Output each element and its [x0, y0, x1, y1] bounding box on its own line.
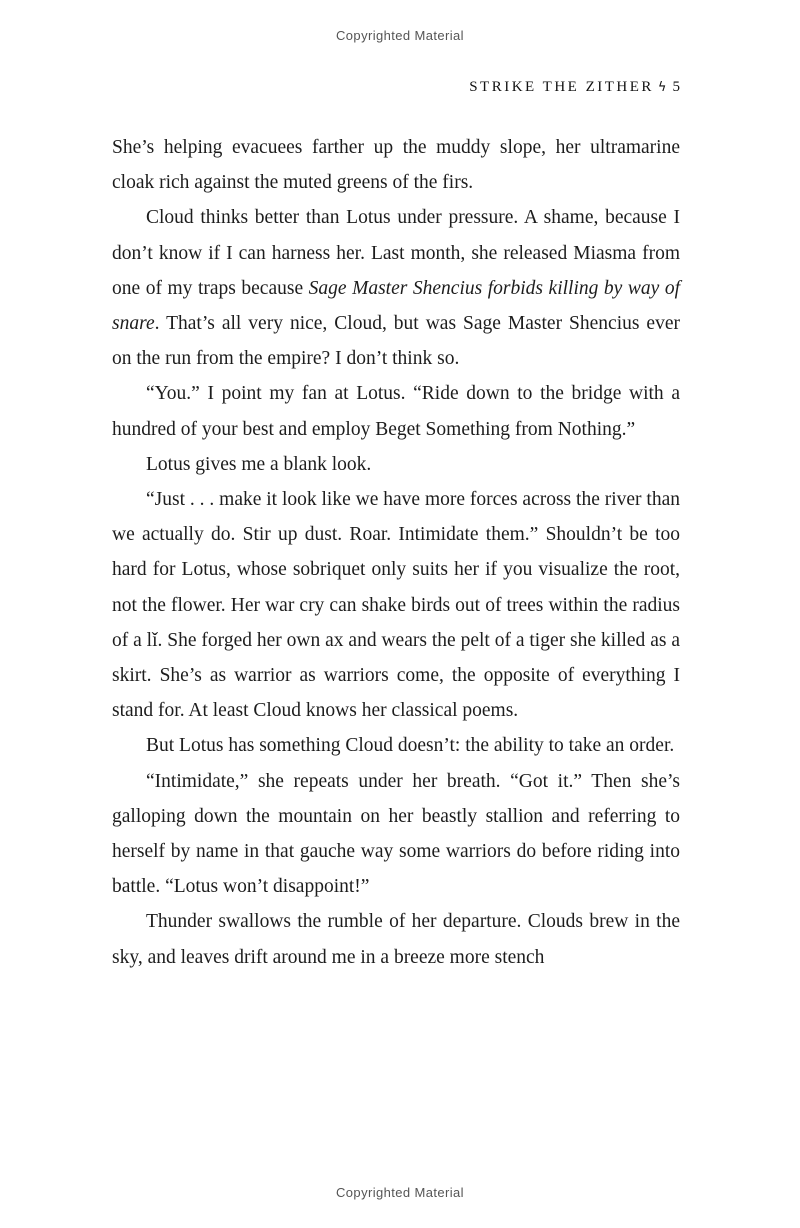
- italic-text-run: Sage Master Shencius forbids killing by way of snare: [112, 277, 680, 335]
- text-run: But Lotus has something Cloud doesn’t: the ability to take an order.: [146, 735, 675, 757]
- text-run: Lotus gives me a blank look.: [146, 453, 372, 475]
- text-run: Cloud thinks better than Lotus under pressure. A shame, because I don’t know if I can harness her. Last month, she released Miasma from one of my traps because: [112, 207, 680, 299]
- running-head-title: STRIKE THE ZITHER: [469, 79, 654, 95]
- page-number: 5: [672, 79, 680, 95]
- paragraph-1: [112, 130, 680, 200]
- paragraph-3: [112, 376, 680, 446]
- running-head: [112, 79, 680, 96]
- copyright-watermark-top: Copyrighted Material: [336, 28, 464, 43]
- copyright-watermark-bottom: Copyrighted Material: [336, 1185, 464, 1200]
- text-run: “Intimidate,” she repeats under her breath. “Got it.” Then she’s galloping down the mountain on her beastly stallion and referring to herself by name in that gauche way some warriors do before riding into battle. “Lotus won’t disappoint!”: [112, 770, 680, 898]
- text-run: Thunder swallows the rumble of her departure. Clouds brew in the sky, and leaves drift around me in a breeze more stench: [112, 911, 680, 968]
- paragraph-4: [112, 447, 680, 482]
- paragraph-2: [112, 200, 680, 376]
- text-run: “Just . . . make it look like we have more forces across the river than we actually do. Stir up dust. Roar. Intimidate them.” Shouldn’t be too hard for Lotus, whose sobriquet only suits her if you visualize the root, not the flower. Her war cry can shake birds out of trees within the radius of a lǐ. She forged her own ax and wears the pelt of a tiger she killed as a skirt. She’s as warrior as warriors come, the opposite of everything I stand for. At least Cloud knows her classical poems.: [112, 489, 680, 722]
- text-run: . That’s all very nice, Cloud, but was Sage Master Shencius ever on the run from the empire? I don’t think so.: [112, 313, 680, 370]
- text-run: She’s helping evacuees farther up the muddy slope, her ultramarine cloak rich against the muted greens of the firs.: [112, 137, 680, 194]
- paragraph-5: [112, 482, 680, 728]
- body-text: [112, 130, 680, 975]
- header-ornament-icon: ϟ: [657, 80, 667, 95]
- paragraph-7: [112, 764, 680, 905]
- paragraph-6: [112, 728, 680, 763]
- text-run: “You.” I point my fan at Lotus. “Ride down to the bridge with a hundred of your best and employ Beget Something from Nothing.”: [112, 383, 680, 440]
- paragraph-8: [112, 904, 680, 974]
